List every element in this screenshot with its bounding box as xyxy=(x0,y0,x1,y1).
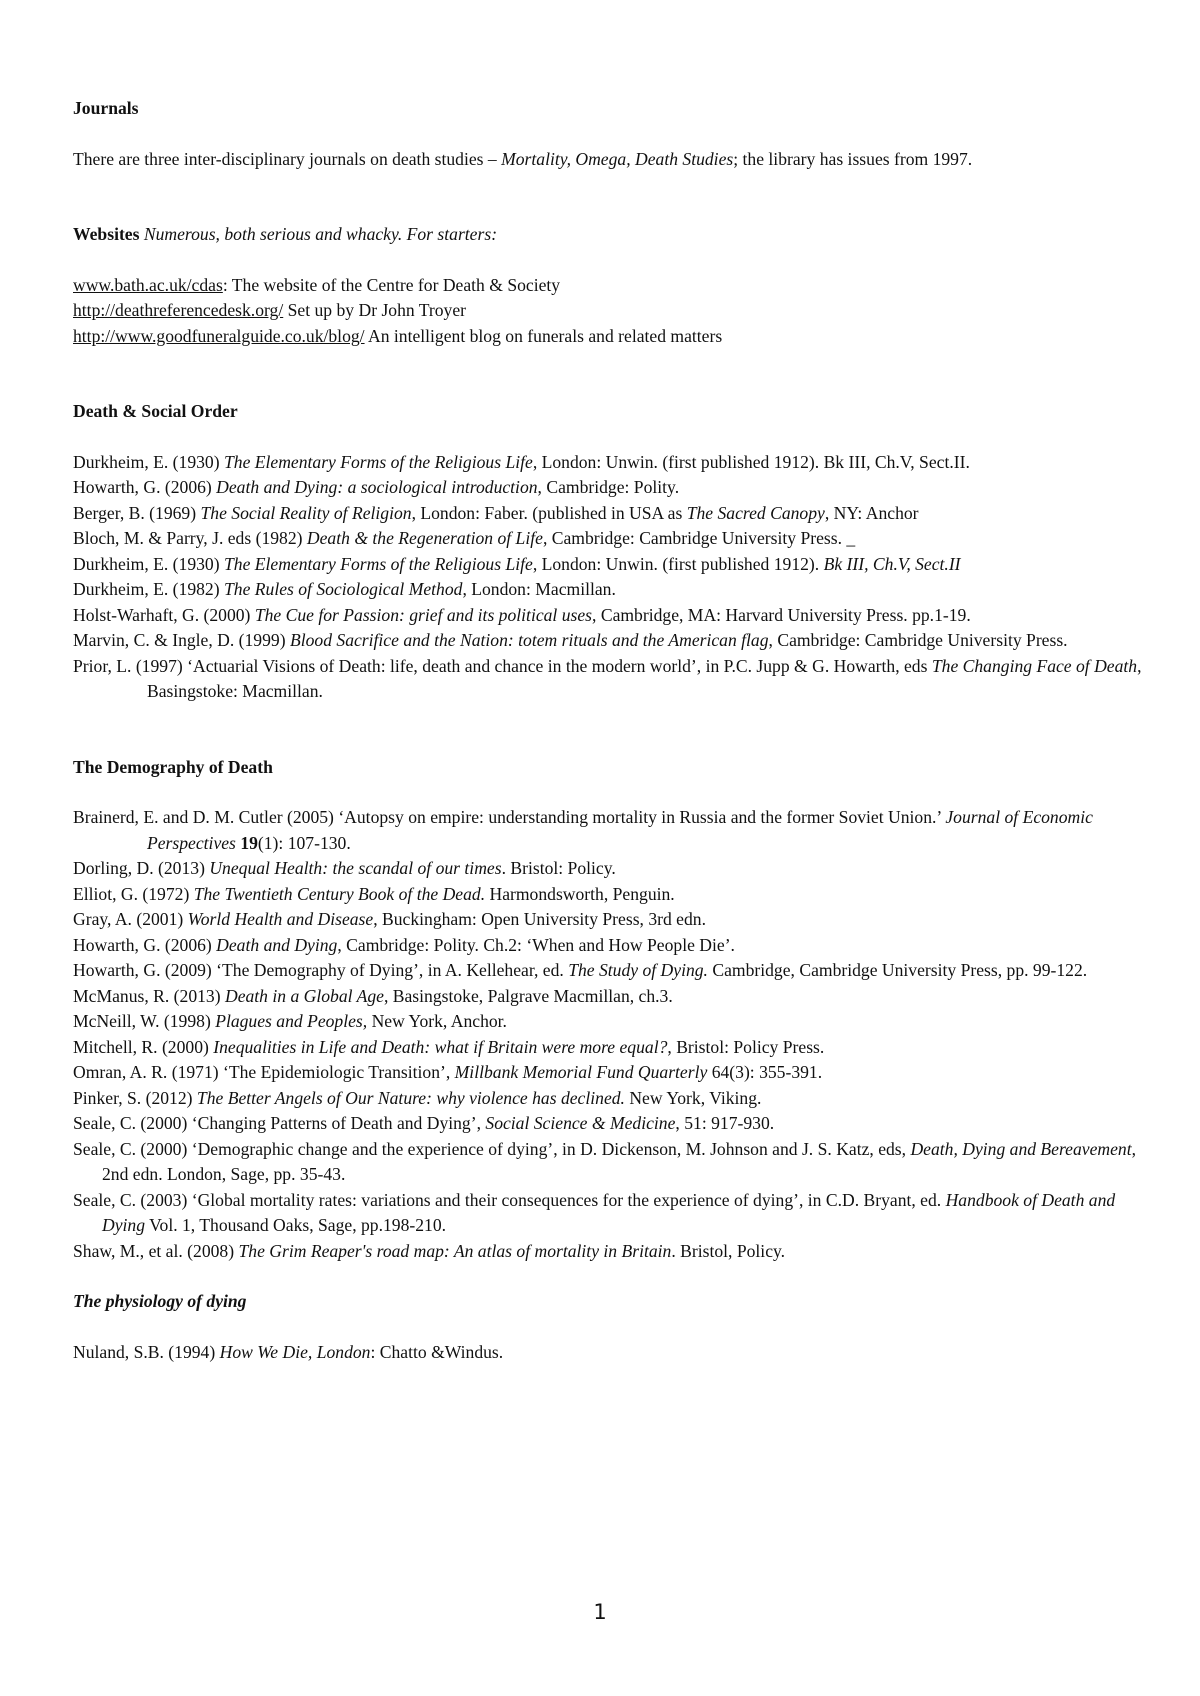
journals-paragraph xyxy=(73,147,1143,173)
ref-title: The Grim Reaper's road map: An atlas of mortality in Britain xyxy=(238,1240,672,1261)
ref-title: Unequal Health: the scandal of our times xyxy=(209,858,502,878)
ref-title: The Sacred Canopy xyxy=(686,502,825,523)
reference-entry xyxy=(73,526,1143,552)
ref-title: The Rules of Sociological Method xyxy=(223,579,463,599)
ref-text: Howarth, G. (2009) ‘The Demography of Dying’, in A. Kellehear, ed. xyxy=(73,960,569,980)
ref-title: Millbank Memorial Fund Quarterly xyxy=(454,1062,708,1082)
ref-text: Durkheim, E. (1982) xyxy=(73,579,224,599)
website-item xyxy=(73,324,1143,350)
ref-text: McManus, R. (2013) xyxy=(73,985,225,1006)
ref-text: 64(3): 355-391. xyxy=(707,1062,823,1082)
ref-text: , Basingstoke: Macmillan. xyxy=(147,655,1142,701)
ref-volume: 19 xyxy=(240,832,258,853)
demography-list xyxy=(73,805,1143,1264)
reference-entry xyxy=(73,1239,1143,1265)
website-desc: Set up by Dr John Troyer xyxy=(283,300,467,320)
reference-entry xyxy=(73,805,1143,856)
ref-title: Bk III, Ch.V, Sect.II xyxy=(823,553,961,574)
reference-entry xyxy=(73,552,1143,578)
ref-text: , 51: 917-930. xyxy=(675,1113,775,1133)
ref-title: The Study of Dying. xyxy=(568,960,708,980)
reference-entry xyxy=(73,1188,1143,1239)
ref-text: , Buckingham: Open University Press, 3rd edn. xyxy=(373,909,706,929)
reference-entry xyxy=(73,1086,1143,1112)
reference-entry xyxy=(73,450,1143,476)
journals-heading: Journals xyxy=(73,98,139,118)
ref-title: The Twentieth Century Book of the Dead. xyxy=(193,883,486,904)
websites-heading: Websites xyxy=(73,224,140,244)
website-desc: : The website of the Centre for Death & Society xyxy=(222,274,561,295)
physiology-heading: The physiology of dying xyxy=(73,1291,247,1311)
ref-text: Pinker, S. (2012) xyxy=(73,1087,197,1108)
reference-entry xyxy=(73,1111,1143,1137)
ref-title: Plagues and Peoples, xyxy=(215,1011,368,1031)
ref-text: Bloch, M. & Parry, J. eds (1982) xyxy=(73,528,307,548)
ref-text: , Cambridge: Cambridge University Press. xyxy=(768,630,1068,650)
reference-entry xyxy=(73,603,1143,629)
ref-text: , Bristol: Policy Press. xyxy=(667,1036,825,1057)
page-number: 1 xyxy=(593,1600,607,1624)
ref-title: Death & the Regeneration of Life xyxy=(306,528,543,548)
ref-text: Seale, C. (2003) ‘Global mortality rates: variations and their consequences for the experience of dying’, in C.D. Bryant, ed. xyxy=(73,1189,946,1210)
ref-text: Seale, C. (2000) ‘Demographic change and the experience of dying’, in D. Dickenson, M. Johnson and J. S. Katz, eds, xyxy=(73,1138,911,1159)
ref-title: Death, Dying and Bereavement xyxy=(910,1138,1132,1159)
website-desc: An intelligent blog on funerals and related matters xyxy=(364,325,723,346)
ref-text: (1): 107-130. xyxy=(257,832,351,853)
ref-text: , Cambridge, MA: Harvard University Press. pp.1-19. xyxy=(592,604,971,625)
ref-text: , Cambridge: Cambridge University Press. _ xyxy=(542,528,856,548)
ref-text: Cambridge, Cambridge University Press, pp. 99-122. xyxy=(707,960,1088,980)
ref-text: Harmondsworth, Penguin. xyxy=(485,883,675,904)
reference-entry xyxy=(73,882,1143,908)
ref-text: Durkheim, E. (1930) xyxy=(73,451,224,472)
reference-entry xyxy=(73,501,1143,527)
reference-entry xyxy=(73,1009,1143,1035)
ref-text: , Cambridge: Polity. Ch.2: ‘When and How People Die’. xyxy=(337,934,735,955)
reference-entry xyxy=(73,654,1143,705)
ref-text: : Chatto &Windus. xyxy=(370,1341,504,1362)
ref-title: The Elementary Forms of the Religious Life xyxy=(223,451,533,472)
reference-entry xyxy=(73,1340,1143,1366)
reference-entry xyxy=(73,628,1143,654)
ref-title: How We Die, London xyxy=(219,1341,371,1362)
ref-title: The Better Angels of Our Nature: why violence has declined. xyxy=(196,1087,625,1108)
ref-text: Shaw, M., et al. (2008) xyxy=(73,1240,239,1261)
ref-text: , NY: Anchor xyxy=(824,502,919,523)
ref-title: Social Science & Medicine xyxy=(485,1113,676,1133)
ref-title: Journal of Economic Perspectives xyxy=(147,807,1093,853)
ref-text: Durkheim, E. (1930) xyxy=(73,553,224,574)
goodfuneralguide-link[interactable]: http://www.goodfuneralguide.co.uk/blog/ xyxy=(73,325,365,346)
ref-text: New York, Anchor. xyxy=(367,1011,507,1031)
ref-text: Howarth, G. (2006) xyxy=(73,477,217,497)
ref-text: Brainerd, E. and D. M. Cutler (2005) ‘Autopsy on empire: understanding mortality in Russia and the former Soviet Union.’ xyxy=(73,807,946,827)
ref-title: Handbook of Death and Dying xyxy=(102,1189,1116,1235)
ref-title: The Cue for Passion: grief and its political uses xyxy=(254,604,593,625)
reference-entry xyxy=(73,1137,1143,1188)
websites-intro: Numerous, both serious and whacky. For starters: xyxy=(143,224,498,244)
ref-text: Howarth, G. (2006) xyxy=(73,934,217,955)
ref-text: McNeill, W. (1998) xyxy=(73,1011,216,1031)
ref-title: Death and Dying xyxy=(216,934,338,955)
ref-text: New York, Viking. xyxy=(624,1087,762,1108)
reference-entry xyxy=(73,984,1143,1010)
document-page xyxy=(73,96,1143,1365)
ref-text: Mitchell, R. (2000) xyxy=(73,1036,214,1057)
ref-text: , London: Macmillan. xyxy=(462,579,616,599)
ref-title: The Changing Face of Death xyxy=(931,655,1138,676)
website-item xyxy=(73,273,1143,299)
ref-title: The Social Reality of Religion xyxy=(200,502,412,523)
social-order-heading: Death & Social Order xyxy=(73,401,238,421)
reference-entry xyxy=(73,1060,1143,1086)
ref-text: . Bristol, Policy. xyxy=(671,1240,786,1261)
ref-text: Marvin, C. & Ingle, D. (1999) xyxy=(73,630,290,650)
ref-title: The Elementary Forms of the Religious Life xyxy=(223,553,533,574)
ref-text: Berger, B. (1969) xyxy=(73,502,201,523)
ref-text: . Bristol: Policy. xyxy=(501,858,616,878)
ref-text: Dorling, D. (2013) xyxy=(73,858,210,878)
reference-entry xyxy=(73,907,1143,933)
ref-text: Gray, A. (2001) xyxy=(73,909,188,929)
ref-text: , Basingstoke, Palgrave Macmillan, ch.3. xyxy=(383,985,673,1006)
ref-text: Elliot, G. (1972) xyxy=(73,883,194,904)
reference-entry xyxy=(73,958,1143,984)
ref-text: , 2nd edn. London, Sage, pp. 35-43. xyxy=(102,1138,1137,1184)
ref-title: World Health and Disease xyxy=(187,909,374,929)
ref-text: Holst-Warhaft, G. (2000) xyxy=(73,604,255,625)
ref-text: Prior, L. (1997) ‘Actuarial Visions of Death: life, death and chance in the modern world’, in P.C. Jupp & G. Howarth, eds xyxy=(73,655,932,676)
cdas-link[interactable]: www.bath.ac.uk/cdas xyxy=(73,274,223,295)
reference-entry xyxy=(73,933,1143,959)
ref-title: Death in a Global Age xyxy=(224,985,384,1006)
ref-text: Seale, C. (2000) ‘Changing Patterns of Death and Dying’, xyxy=(73,1113,486,1133)
ref-text: , London: Unwin. (first published 1912). xyxy=(532,553,824,574)
website-item xyxy=(73,298,1143,324)
social-order-list xyxy=(73,450,1143,705)
ref-title: Death and Dying: a sociological introduction xyxy=(216,477,538,497)
journals-text: There are three inter-disciplinary journals on death studies – xyxy=(73,148,502,169)
demography-heading: The Demography of Death xyxy=(73,756,273,777)
websites-heading-line xyxy=(73,222,1143,248)
ref-text: , London: Unwin. (first published 1912). Bk III, Ch.V, Sect.II. xyxy=(532,451,970,472)
reference-entry xyxy=(73,856,1143,882)
reference-entry xyxy=(73,577,1143,603)
ref-title: Inequalities in Life and Death: what if Britain were more equal? xyxy=(213,1036,668,1057)
ref-text: Omran, A. R. (1971) ‘The Epidemiologic Transition’, xyxy=(73,1062,455,1082)
journals-titles: Mortality, Omega, Death Studies xyxy=(501,148,734,169)
ref-text: , London: Faber. (published in USA as xyxy=(411,502,687,523)
reference-entry xyxy=(73,1035,1143,1061)
ref-title: Blood Sacrifice and the Nation: totem rituals and the American flag xyxy=(289,630,769,650)
ref-text: Vol. 1, Thousand Oaks, Sage, pp.198-210. xyxy=(145,1215,447,1235)
deathreferencedesk-link[interactable]: http://deathreferencedesk.org/ xyxy=(73,300,284,320)
ref-text: Nuland, S.B. (1994) xyxy=(73,1341,220,1362)
reference-entry xyxy=(73,475,1143,501)
journals-text-end: ; the library has issues from 1997. xyxy=(733,148,973,169)
ref-text: , Cambridge: Polity. xyxy=(537,477,680,497)
